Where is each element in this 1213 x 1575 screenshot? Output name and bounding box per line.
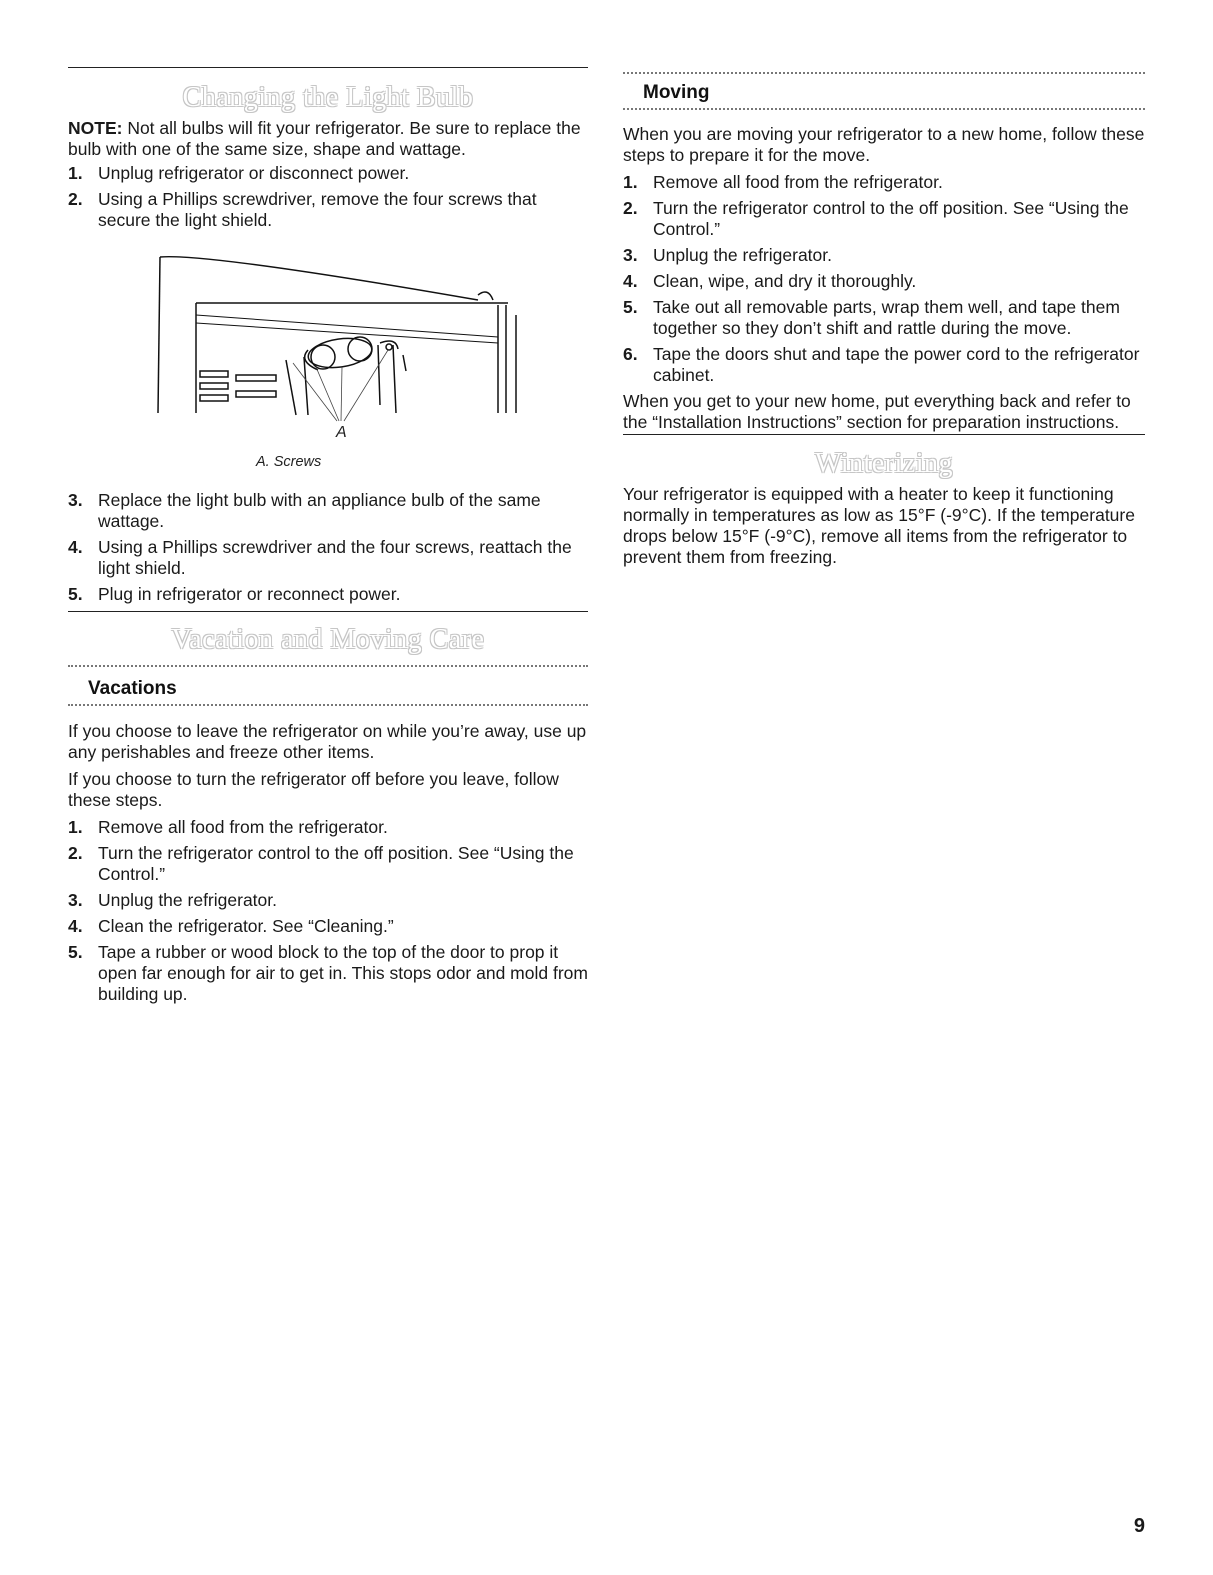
dotted-rule [623, 72, 1145, 74]
moving-intro: When you are moving your refrigerator to a new home, follow these steps to prepare it for the move. [623, 124, 1145, 165]
section-rule [623, 434, 1145, 435]
list-item: 3. Unplug the refrigerator. [68, 890, 277, 910]
list-item: 2. Turn the refrigerator control to the off position. See “Using the Control.” [623, 198, 1129, 239]
note-text: Not all bulbs will fit your refrigerator. Be sure to replace the bulb with one of the same size, shape and wattage. [68, 118, 581, 159]
list-item: 1. Remove all food from the refrigerator. [68, 817, 388, 837]
list-item: 2. Turn the refrigerator control to the off position. See “Using the Control.” [68, 843, 574, 884]
vacation-para-1: If you choose to leave the refrigerator on while you’re away, use up any perishables and freeze other items. [68, 721, 587, 762]
vacation-para-2: If you choose to turn the refrigerator off before you leave, follow these steps. [68, 769, 559, 810]
cabinet-top-edge [160, 257, 478, 300]
winterizing-section-title: Winterizing [814, 448, 954, 479]
light-shield-illustration [148, 245, 518, 445]
moving-heading: Moving [643, 82, 710, 103]
vacations-heading: Vacations [88, 678, 177, 699]
list-item: 6. Tape the doors shut and tape the power cord to the refrigerator cabinet. [623, 344, 1140, 385]
bulb-note [68, 118, 588, 160]
list-item: 4. Using a Phillips screwdriver and the four screws, reattach the light shield. [68, 537, 572, 578]
list-item: 3. Unplug the refrigerator. [623, 245, 832, 265]
bulb-section-title: Changing the Light Bulb [182, 82, 474, 113]
moving-body [623, 124, 1145, 433]
list-item: 2. Using a Phillips screwdriver, remove the four screws that secure the light shield. [68, 189, 537, 230]
figure-callout-letter: A [336, 424, 347, 441]
vacation-body [68, 721, 588, 1010]
vacation-section-title: Vacation and Moving Care [171, 624, 485, 655]
page-number: 9 [1133, 1515, 1145, 1537]
list-item: 3. Replace the light bulb with an appliance bulb of the same wattage. [68, 490, 541, 531]
figure-caption: A. Screws [256, 454, 322, 470]
list-item: 4. Clean, wipe, and dry it thoroughly. [623, 271, 917, 291]
list-item: 4. Clean the refrigerator. See “Cleaning.” [68, 916, 394, 936]
section-rule [68, 611, 588, 612]
bulb-steps-after [68, 490, 588, 610]
cabinet-left-edge [158, 257, 160, 413]
dotted-rule [68, 665, 588, 667]
winterizing-body: Your refrigerator is equipped with a heater to keep it functioning normally in temperatures as low as 15°F (-9°C). If the temperature drops below 15°F (-9°C), remove all items from the refrigerator to prevent them from freezing. [623, 484, 1135, 567]
list-item: 5. Tape a rubber or wood block to the top of the door to prop it open far enough for air to get in. This stops odor and mold from building up. [68, 942, 588, 1004]
dotted-rule [623, 108, 1145, 110]
section-rule [68, 67, 588, 68]
list-item: 5. Plug in refrigerator or reconnect power. [68, 584, 401, 604]
list-item: 1. Unplug refrigerator or disconnect power. [68, 163, 410, 183]
dotted-rule [68, 704, 588, 706]
bulb-steps-before [68, 163, 588, 236]
list-item: 1. Remove all food from the refrigerator. [623, 172, 943, 192]
note-label: NOTE: [68, 118, 123, 138]
list-item: 5. Take out all removable parts, wrap them well, and tape them together so they don’t shift and rattle during the move. [623, 297, 1120, 338]
moving-outro: When you get to your new home, put everything back and refer to the “Installation Instructions” section for preparation instructions. [623, 391, 1131, 432]
